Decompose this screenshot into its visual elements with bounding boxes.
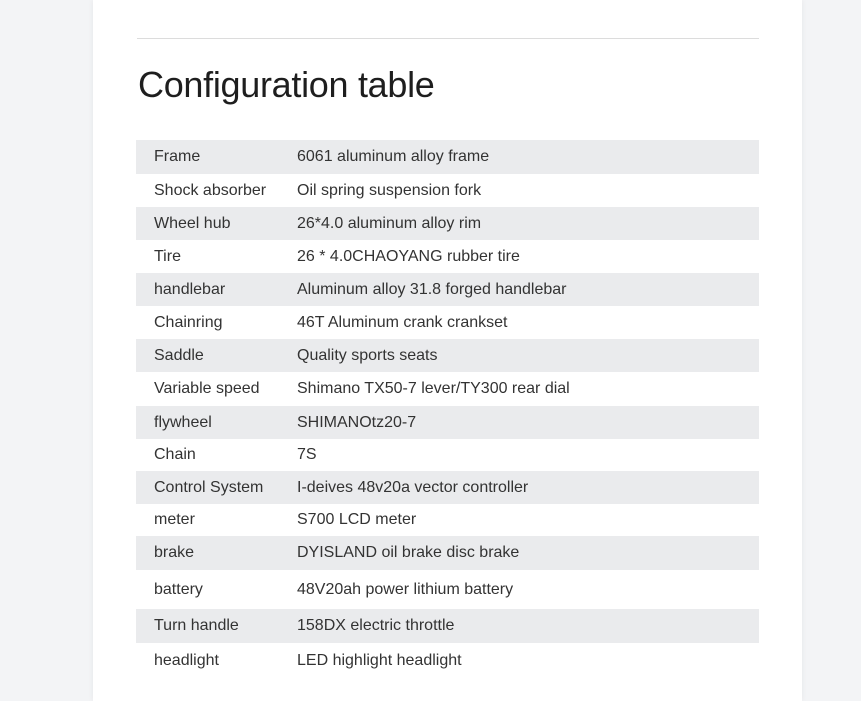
row-value: 26 * 4.0CHAOYANG rubber tire: [297, 247, 520, 265]
row-value: Oil spring suspension fork: [297, 181, 482, 199]
row-value: 46T Aluminum crank crankset: [297, 313, 508, 331]
configuration-table: [136, 140, 759, 679]
row-value: 158DX electric throttle: [297, 617, 455, 634]
row-label: brake: [154, 544, 195, 561]
table-row: [136, 406, 759, 439]
row-label: meter: [154, 511, 195, 528]
row-label: handlebar: [154, 280, 226, 298]
table-row: [136, 273, 759, 306]
table-row: [136, 207, 759, 240]
row-label: Frame: [154, 148, 201, 165]
table-row: [136, 609, 759, 643]
table-row: [136, 372, 759, 406]
row-value: S700 LCD meter: [297, 511, 417, 528]
table-row: [136, 536, 759, 570]
row-label: Saddle: [154, 346, 204, 364]
page-title: Configuration table: [138, 64, 435, 105]
row-label: Chain: [154, 446, 196, 463]
row-value: 26*4.0 aluminum alloy rim: [297, 214, 482, 232]
row-label: Tire: [154, 247, 181, 265]
table-row: [136, 643, 759, 679]
table-row: [136, 306, 759, 339]
row-value: 6061 aluminum alloy frame: [297, 148, 490, 165]
table-row: [136, 504, 759, 536]
row-label: battery: [154, 580, 203, 598]
row-value: I-deives 48v20a vector controller: [297, 478, 529, 496]
row-value: 48V20ah power lithium battery: [297, 580, 514, 598]
row-label: flywheel: [154, 413, 212, 431]
table-row: [136, 570, 759, 609]
row-label: Turn handle: [154, 617, 239, 634]
row-value: Aluminum alloy 31.8 forged handlebar: [297, 280, 567, 298]
table-row: [136, 339, 759, 372]
row-value: SHIMANOtz20-7: [297, 413, 417, 431]
row-label: Wheel hub: [154, 214, 231, 232]
table-row: [136, 174, 759, 207]
top-divider: [137, 38, 759, 39]
row-label: Shock absorber: [154, 181, 267, 199]
row-value: 7S: [297, 446, 317, 463]
table-row: [136, 439, 759, 471]
row-label: Control System: [154, 478, 264, 496]
row-value: DYISLAND oil brake disc brake: [297, 544, 520, 561]
row-value: LED highlight headlight: [297, 652, 462, 669]
row-label: Chainring: [154, 313, 223, 331]
row-label: Variable speed: [154, 380, 260, 397]
table-row: [136, 240, 759, 273]
table-row: [136, 471, 759, 504]
table-row: [136, 140, 759, 174]
row-value: Shimano TX50-7 lever/TY300 rear dial: [297, 380, 570, 397]
row-value: Quality sports seats: [297, 346, 438, 364]
row-label: headlight: [154, 652, 219, 669]
